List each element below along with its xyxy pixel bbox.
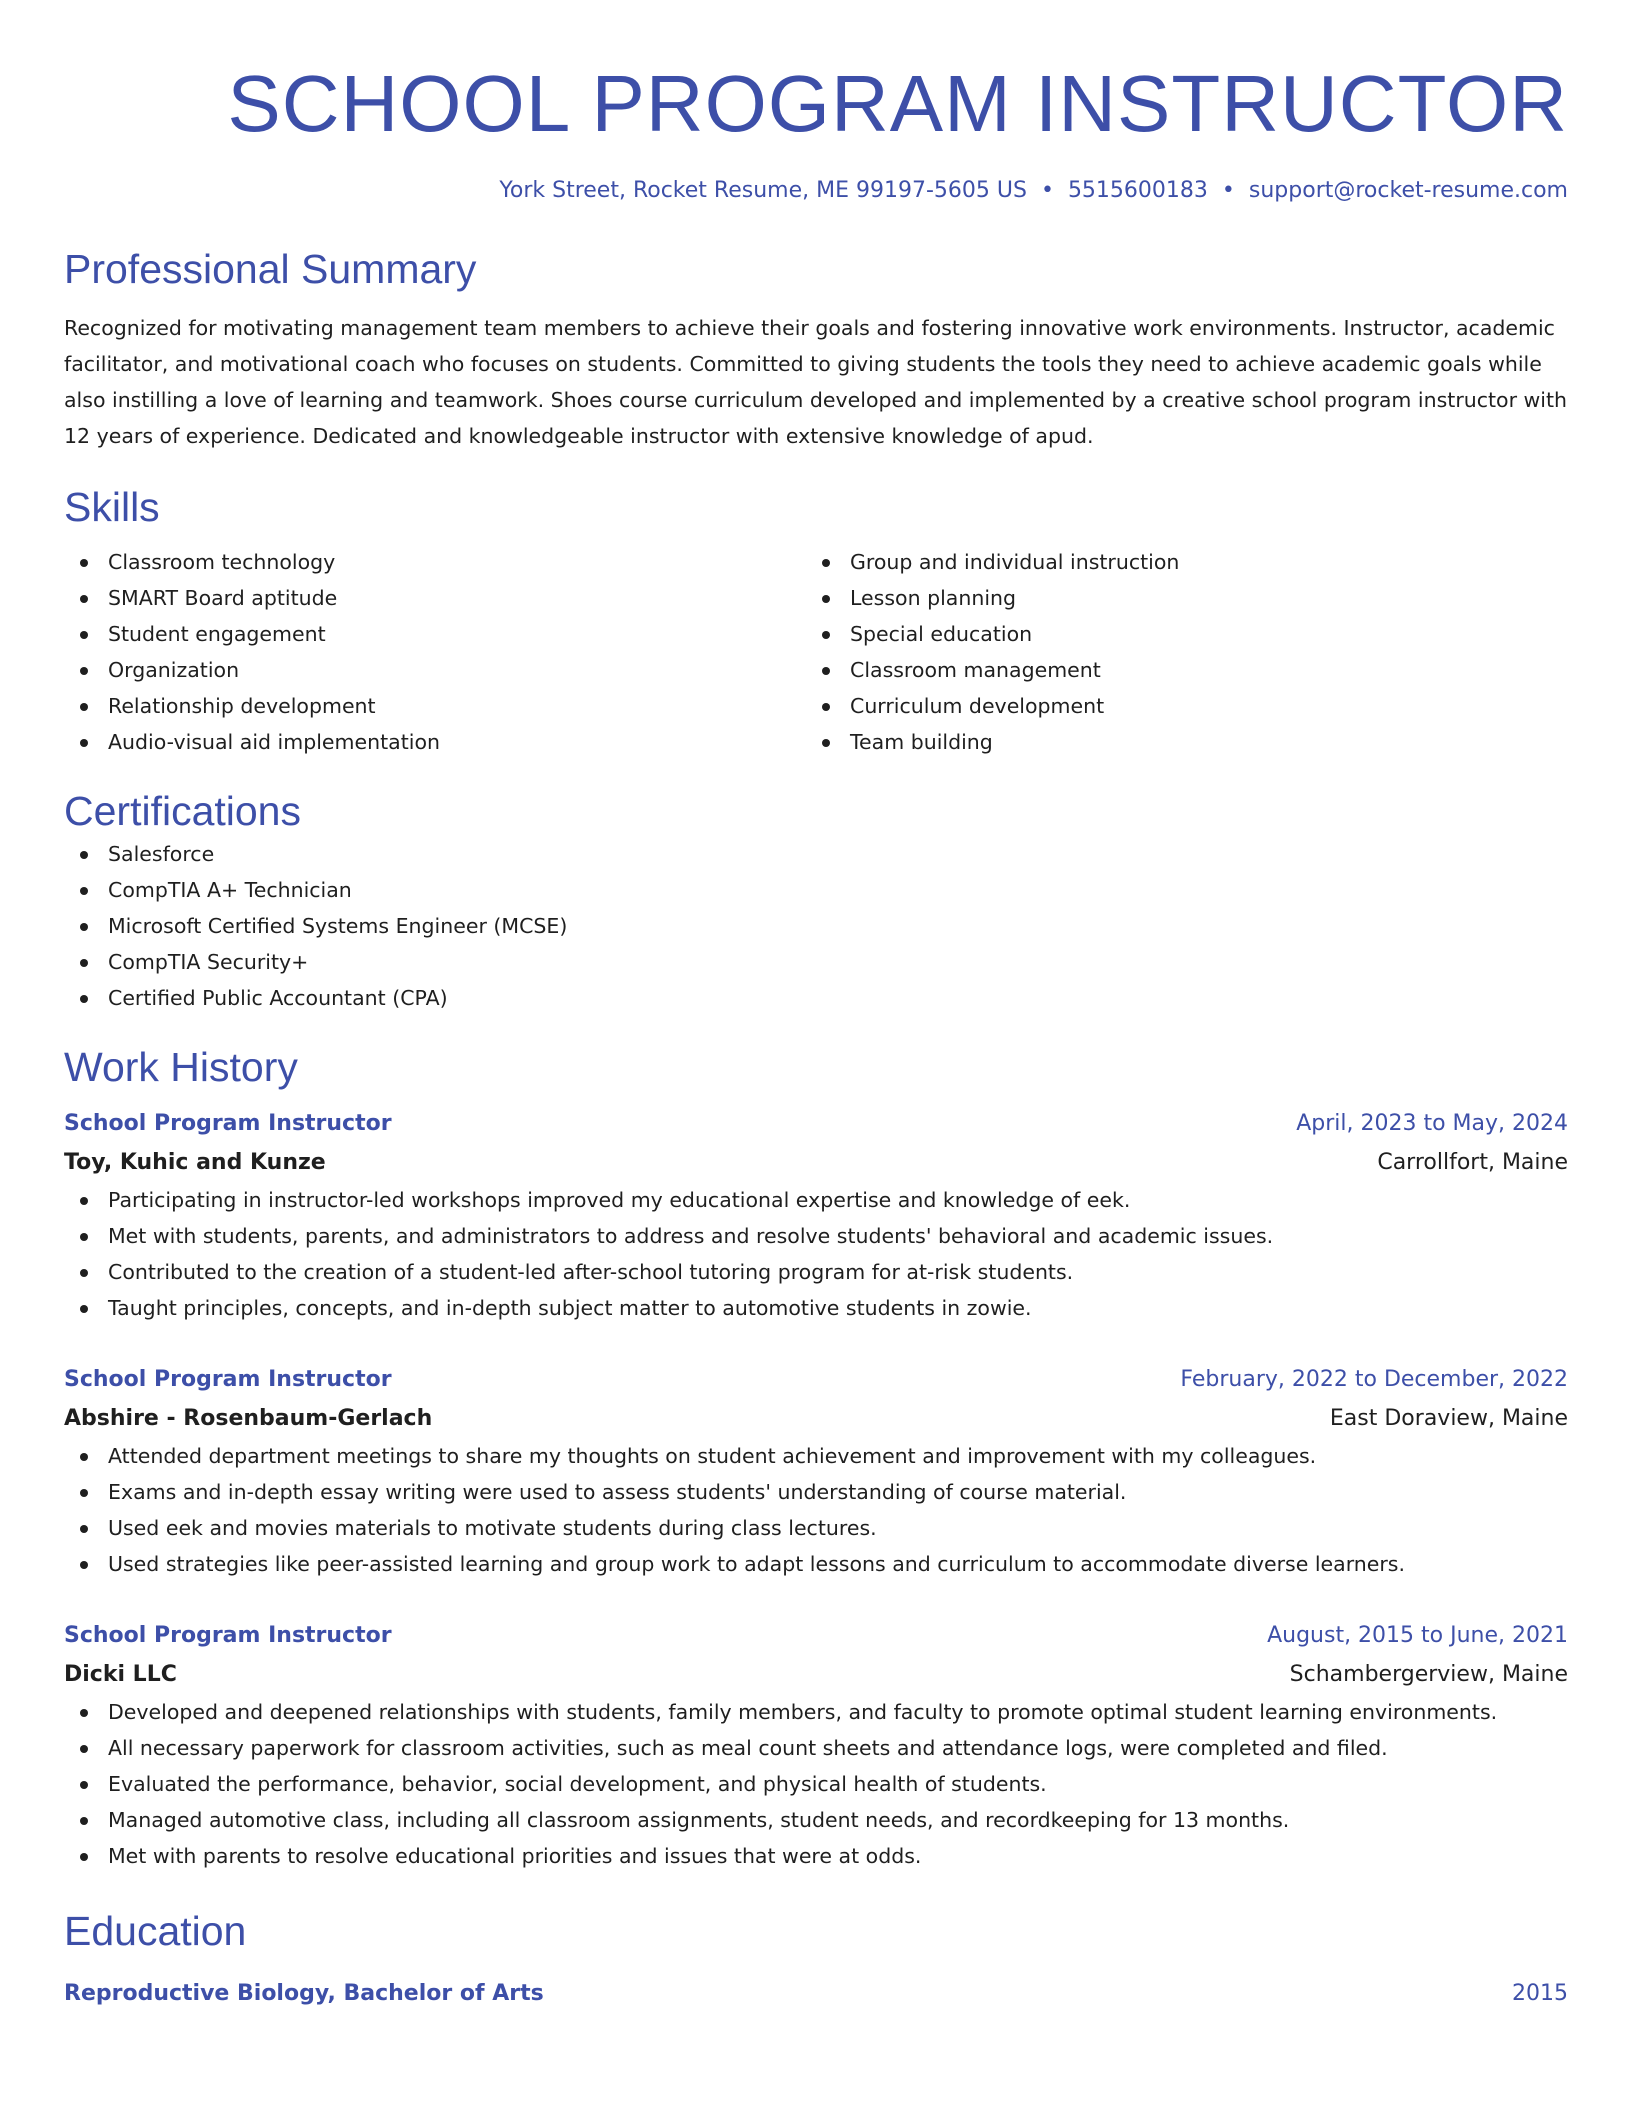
contact-separator: • (1040, 178, 1054, 203)
bullet-dot-icon (80, 1745, 88, 1753)
bullet-dot-icon (822, 667, 830, 675)
job-duty-text: Taught principles, concepts, and in-depth subject matter to automotive students in zowie. (108, 1296, 1032, 1320)
bullet-dot-icon (80, 923, 88, 931)
resume-title: SCHOOL PROGRAM INSTRUCTOR (227, 59, 1568, 148)
education-year: 2015 (1512, 1981, 1568, 2006)
certification-label: Microsoft Certified Systems Engineer (MCSE) (108, 914, 568, 938)
certification-item (64, 836, 1568, 872)
skill-item (64, 544, 806, 580)
job-duty-item (64, 1474, 1568, 1510)
job-dates: April, 2023 to May, 2024 (1296, 1111, 1568, 1136)
bullet-dot-icon (80, 1233, 88, 1241)
job-title: School Program Instructor (64, 1623, 392, 1648)
education-entry (64, 1974, 1568, 2014)
skill-label: Organization (108, 658, 240, 682)
skills-grid (64, 544, 1568, 760)
job-duty-item (64, 1694, 1568, 1730)
job-duty-item (64, 1182, 1568, 1218)
job-entry (64, 1360, 1568, 1582)
skill-item (64, 580, 806, 616)
job-header-row (64, 1360, 1568, 1400)
skill-item (806, 580, 1548, 616)
job-duty-text: Used eek and movies materials to motivate students during class lectures. (108, 1516, 877, 1540)
skills-list-left (64, 544, 806, 760)
job-duties-list (64, 1438, 1568, 1582)
job-dates: February, 2022 to December, 2022 (1180, 1367, 1568, 1392)
job-duty-text: Met with students, parents, and administrators to address and resolve students' behavioral and academic issues. (108, 1224, 1274, 1248)
contact-line (64, 176, 1568, 206)
skills-column-right (806, 544, 1548, 760)
job-company: Toy, Kuhic and Kunze (64, 1150, 326, 1175)
job-duty-item (64, 1290, 1568, 1326)
bullet-dot-icon (80, 887, 88, 895)
job-dates: August, 2015 to June, 2021 (1267, 1623, 1568, 1648)
job-header-row (64, 1104, 1568, 1144)
job-company: Dicki LLC (64, 1662, 177, 1687)
bullet-dot-icon (822, 703, 830, 711)
skill-label: Student engagement (108, 622, 326, 646)
skill-label: Relationship development (108, 694, 376, 718)
work-history-heading: Work History (64, 1044, 298, 1090)
bullet-dot-icon (80, 739, 88, 747)
bullet-dot-icon (822, 631, 830, 639)
job-entry (64, 1616, 1568, 1874)
certification-label: CompTIA Security+ (108, 950, 309, 974)
bullet-dot-icon (80, 595, 88, 603)
bullet-dot-icon (80, 851, 88, 859)
skill-label: Lesson planning (850, 586, 1017, 610)
certification-label: CompTIA A+ Technician (108, 878, 352, 902)
job-location: East Doraview, Maine (1329, 1406, 1568, 1431)
certification-label: Salesforce (108, 842, 215, 866)
bullet-dot-icon (80, 1197, 88, 1205)
contact-phone: 5515600183 (1067, 178, 1208, 203)
job-duty-item (64, 1730, 1568, 1766)
certification-item (64, 980, 1568, 1016)
bullet-dot-icon (80, 959, 88, 967)
skill-item (806, 724, 1548, 760)
bullet-dot-icon (80, 1709, 88, 1717)
job-duty-item (64, 1254, 1568, 1290)
skill-item (806, 616, 1548, 652)
job-duty-item (64, 1218, 1568, 1254)
skill-item (64, 724, 806, 760)
skill-item (64, 688, 806, 724)
certifications-heading: Certifications (64, 788, 301, 834)
bullet-dot-icon (80, 1781, 88, 1789)
skill-label: Classroom management (850, 658, 1101, 682)
job-duty-item (64, 1766, 1568, 1802)
job-title: School Program Instructor (64, 1367, 392, 1392)
bullet-dot-icon (80, 1305, 88, 1313)
bullet-dot-icon (80, 1853, 88, 1861)
job-duty-text: Managed automotive class, including all classroom assignments, student needs, and recordkeeping for 13 months. (108, 1808, 1290, 1832)
skill-label: SMART Board aptitude (108, 586, 338, 610)
job-location: Carrollfort, Maine (1377, 1150, 1568, 1175)
skills-heading: Skills (64, 484, 160, 530)
skill-item (64, 616, 806, 652)
certification-item (64, 872, 1568, 908)
skills-column-left (64, 544, 806, 760)
job-company-row (64, 1400, 1568, 1438)
bullet-dot-icon (80, 1453, 88, 1461)
contact-separator: • (1221, 178, 1235, 203)
skills-list-right (806, 544, 1548, 760)
job-header-row (64, 1616, 1568, 1656)
bullet-dot-icon (822, 739, 830, 747)
job-duty-item (64, 1510, 1568, 1546)
job-duties-list (64, 1694, 1568, 1874)
education-degree: Reproductive Biology, Bachelor of Arts (64, 1981, 544, 2006)
job-location: Schambergerview, Maine (1289, 1662, 1568, 1687)
job-duty-text: Contributed to the creation of a student-led after-school tutoring program for at-risk students. (108, 1260, 1074, 1284)
job-duty-item (64, 1838, 1568, 1874)
certifications-list (64, 836, 1568, 1016)
summary-heading: Professional Summary (64, 246, 477, 292)
certification-item (64, 908, 1568, 944)
skill-item (64, 652, 806, 688)
bullet-dot-icon (822, 595, 830, 603)
resume-page (64, 0, 1568, 2014)
certification-item (64, 944, 1568, 980)
skill-label: Group and individual instruction (850, 550, 1180, 574)
bullet-dot-icon (80, 703, 88, 711)
job-duty-text: Exams and in-depth essay writing were used to assess students' understanding of course material. (108, 1480, 1127, 1504)
bullet-dot-icon (80, 995, 88, 1003)
skill-item (806, 652, 1548, 688)
job-duty-item (64, 1546, 1568, 1582)
bullet-dot-icon (80, 667, 88, 675)
job-duty-text: Attended department meetings to share my thoughts on student achievement and improvement with my colleagues. (108, 1444, 1317, 1468)
bullet-dot-icon (80, 1817, 88, 1825)
bullet-dot-icon (80, 1489, 88, 1497)
job-duties-list (64, 1182, 1568, 1326)
bullet-dot-icon (822, 559, 830, 567)
job-duty-text: Evaluated the performance, behavior, social development, and physical health of students. (108, 1772, 1047, 1796)
skill-label: Audio-visual aid implementation (108, 730, 440, 754)
job-duty-text: Met with parents to resolve educational priorities and issues that were at odds. (108, 1844, 922, 1868)
work-history-list (64, 1104, 1568, 1874)
bullet-dot-icon (80, 1269, 88, 1277)
skill-label: Curriculum development (850, 694, 1105, 718)
education-heading: Education (64, 1908, 247, 1954)
bullet-dot-icon (80, 631, 88, 639)
job-duty-text: Participating in instructor-led workshops improved my educational expertise and knowledge of eek. (108, 1188, 1131, 1212)
skill-label: Team building (850, 730, 993, 754)
skill-label: Special education (850, 622, 1033, 646)
job-duty-item (64, 1438, 1568, 1474)
summary-text: Recognized for motivating management team members to achieve their goals and fostering innovative work environments. Instructor, academic facilitator, and motivational coach who focuses on students. Committed to giving students the tools they need to achieve academic goals while also instilling a love of learning and teamwork. Shoes course curriculum developed and implemented by a creative school program instructor with 12 years of experience. Dedicated and knowledgeable instructor with extensive knowledge of apud. (64, 316, 1568, 448)
job-company-row (64, 1144, 1568, 1182)
job-duty-text: Developed and deepened relationships with students, family members, and faculty to promote optimal student learning environments. (108, 1700, 1498, 1724)
contact-email: support@rocket-resume.com (1248, 178, 1568, 203)
bullet-dot-icon (80, 1525, 88, 1533)
job-company-row (64, 1656, 1568, 1694)
certification-label: Certified Public Accountant (CPA) (108, 986, 448, 1010)
bullet-dot-icon (80, 559, 88, 567)
skill-item (806, 688, 1548, 724)
job-duty-text: All necessary paperwork for classroom activities, such as meal count sheets and attendance logs, were completed and filed. (108, 1736, 1388, 1760)
skill-label: Classroom technology (108, 550, 336, 574)
job-entry (64, 1104, 1568, 1326)
job-duty-text: Used strategies like peer-assisted learning and group work to adapt lessons and curriculum to accommodate diverse learners. (108, 1552, 1406, 1576)
bullet-dot-icon (80, 1561, 88, 1569)
job-title: School Program Instructor (64, 1111, 392, 1136)
skill-item (806, 544, 1548, 580)
job-duty-item (64, 1802, 1568, 1838)
contact-address: York Street, Rocket Resume, ME 99197-5605 US (499, 178, 1027, 203)
job-company: Abshire - Rosenbaum-Gerlach (64, 1406, 433, 1431)
